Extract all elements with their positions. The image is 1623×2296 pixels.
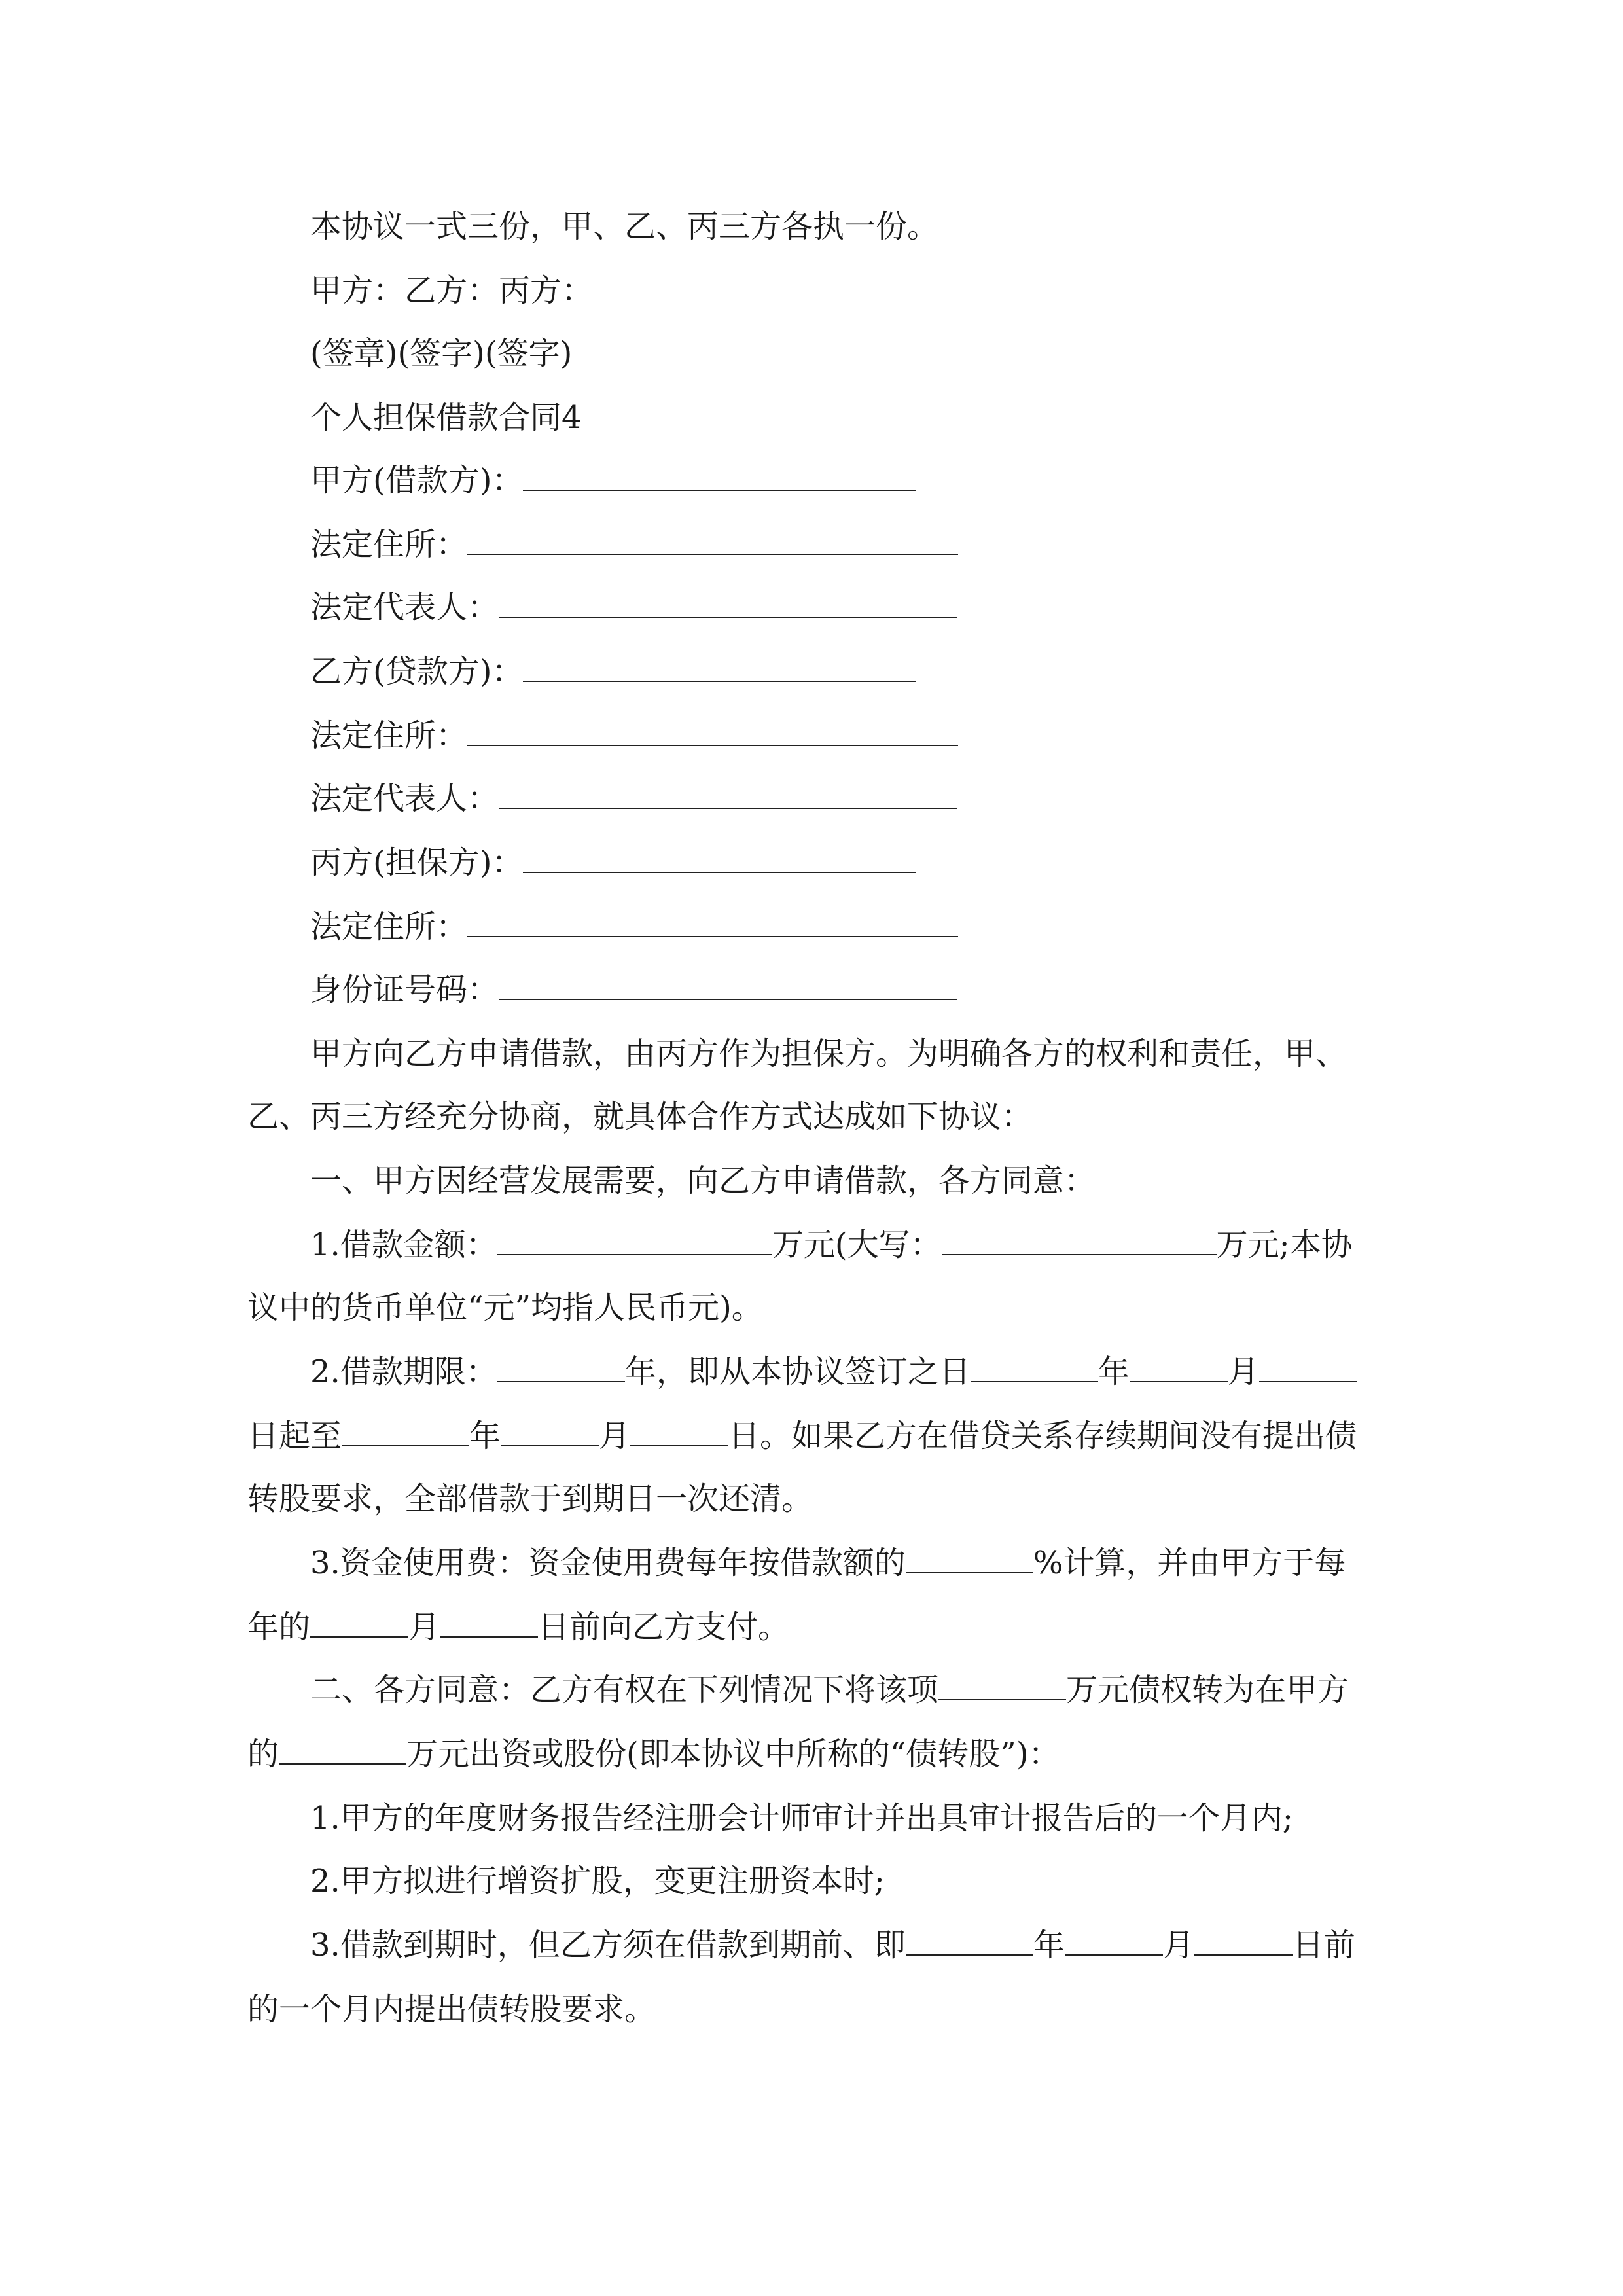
section1-item3-line2: 年的 月 日前向乙方支付。 <box>247 1609 790 1645</box>
fill-blank <box>1130 1352 1228 1382</box>
closing-signatures: (签章)(签字)(签字) <box>310 335 573 372</box>
contract-title: 个人担保借款合同4 <box>310 399 582 436</box>
section2-item3-line2: 的一个月内提出债转股要求。 <box>247 1991 656 2028</box>
section1-item3-line1: 3.资金使用费：资金使用费每年按借款额的 %计算，并由甲方于每 <box>310 1545 1346 1581</box>
fill-blank <box>497 1352 625 1382</box>
section2-line2: 的 万元出资或股份(即本协议中所称的“债转股”)： <box>247 1736 1060 1772</box>
fill-blank <box>279 1734 406 1765</box>
fill-blank <box>499 779 957 809</box>
fill-blank <box>499 970 957 1000</box>
fill-blank <box>497 1225 772 1255</box>
fill-blank <box>1259 1352 1357 1382</box>
fill-blank <box>971 1352 1098 1382</box>
section1-item2-line3: 转股要求，全部借款于到期日一次还清。 <box>247 1480 813 1517</box>
fill-blank <box>499 588 957 618</box>
fill-blank <box>501 1416 599 1446</box>
fill-blank <box>938 1670 1066 1700</box>
field-c-id: 身份证号码： <box>310 970 957 1009</box>
section1-item1-line1: 1.借款金额： 万元(大写： 万元;本协 <box>310 1227 1353 1263</box>
field-party-c: 丙方(担保方)： <box>310 843 916 882</box>
field-a-address: 法定住所： <box>310 525 958 564</box>
fill-blank <box>1194 1926 1293 1956</box>
closing-copies: 本协议一式三份，甲、乙、丙三方各执一份。 <box>310 208 939 245</box>
fill-blank <box>630 1416 728 1446</box>
fill-blank <box>1065 1926 1163 1956</box>
fill-blank <box>906 1543 1033 1573</box>
field-party-b: 乙方(贷款方)： <box>310 652 916 691</box>
field-a-rep: 法定代表人： <box>310 588 957 627</box>
intro-line-1: 甲方向乙方申请借款，由丙方作为担保方。为明确各方的权利和责任，甲、 <box>310 1035 1347 1072</box>
section2-item3-line1: 3.借款到期时，但乙方须在借款到期前、即 年 月 日前 <box>310 1927 1355 1964</box>
fill-blank <box>906 1926 1033 1956</box>
section1-item2-line1: 2.借款期限： 年，即从本协议签订之日 年 月 <box>310 1352 1357 1391</box>
section2-item1: 1.甲方的年度财务报告经注册会计师审计并出具审计报告后的一个月内; <box>310 1800 1293 1837</box>
fill-blank <box>942 1225 1217 1255</box>
section1-item2-line2: 日起至 年 月 日。如果乙方在借贷关系存续期间没有提出债 <box>247 1418 1357 1454</box>
field-party-a: 甲方(借款方)： <box>310 461 916 500</box>
fill-blank <box>310 1607 408 1638</box>
fill-blank <box>467 907 958 937</box>
fill-blank <box>523 843 916 873</box>
closing-parties: 甲方：乙方：丙方： <box>310 272 594 309</box>
intro-line-2: 乙、丙三方经充分协商，就具体合作方式达成如下协议： <box>247 1098 1033 1135</box>
fill-blank <box>440 1607 538 1638</box>
field-b-address: 法定住所： <box>310 716 958 755</box>
fill-blank <box>523 461 916 491</box>
section2-item2: 2.甲方拟进行增资扩股，变更注册资本时; <box>310 1863 885 1899</box>
fill-blank <box>342 1416 469 1446</box>
fill-blank <box>467 525 958 555</box>
fill-blank <box>467 716 958 746</box>
fill-blank <box>523 652 916 682</box>
section2-line1: 二、各方同意：乙方有权在下列情况下将该项 万元债权转为在甲方 <box>310 1672 1349 1708</box>
section1-item1-line2: 议中的货币单位“元”均指人民币元)。 <box>247 1289 763 1326</box>
field-b-rep: 法定代表人： <box>310 779 957 818</box>
section1-heading: 一、甲方因经营发展需要，向乙方申请借款，各方同意： <box>310 1162 1096 1199</box>
field-c-address: 法定住所： <box>310 907 958 946</box>
